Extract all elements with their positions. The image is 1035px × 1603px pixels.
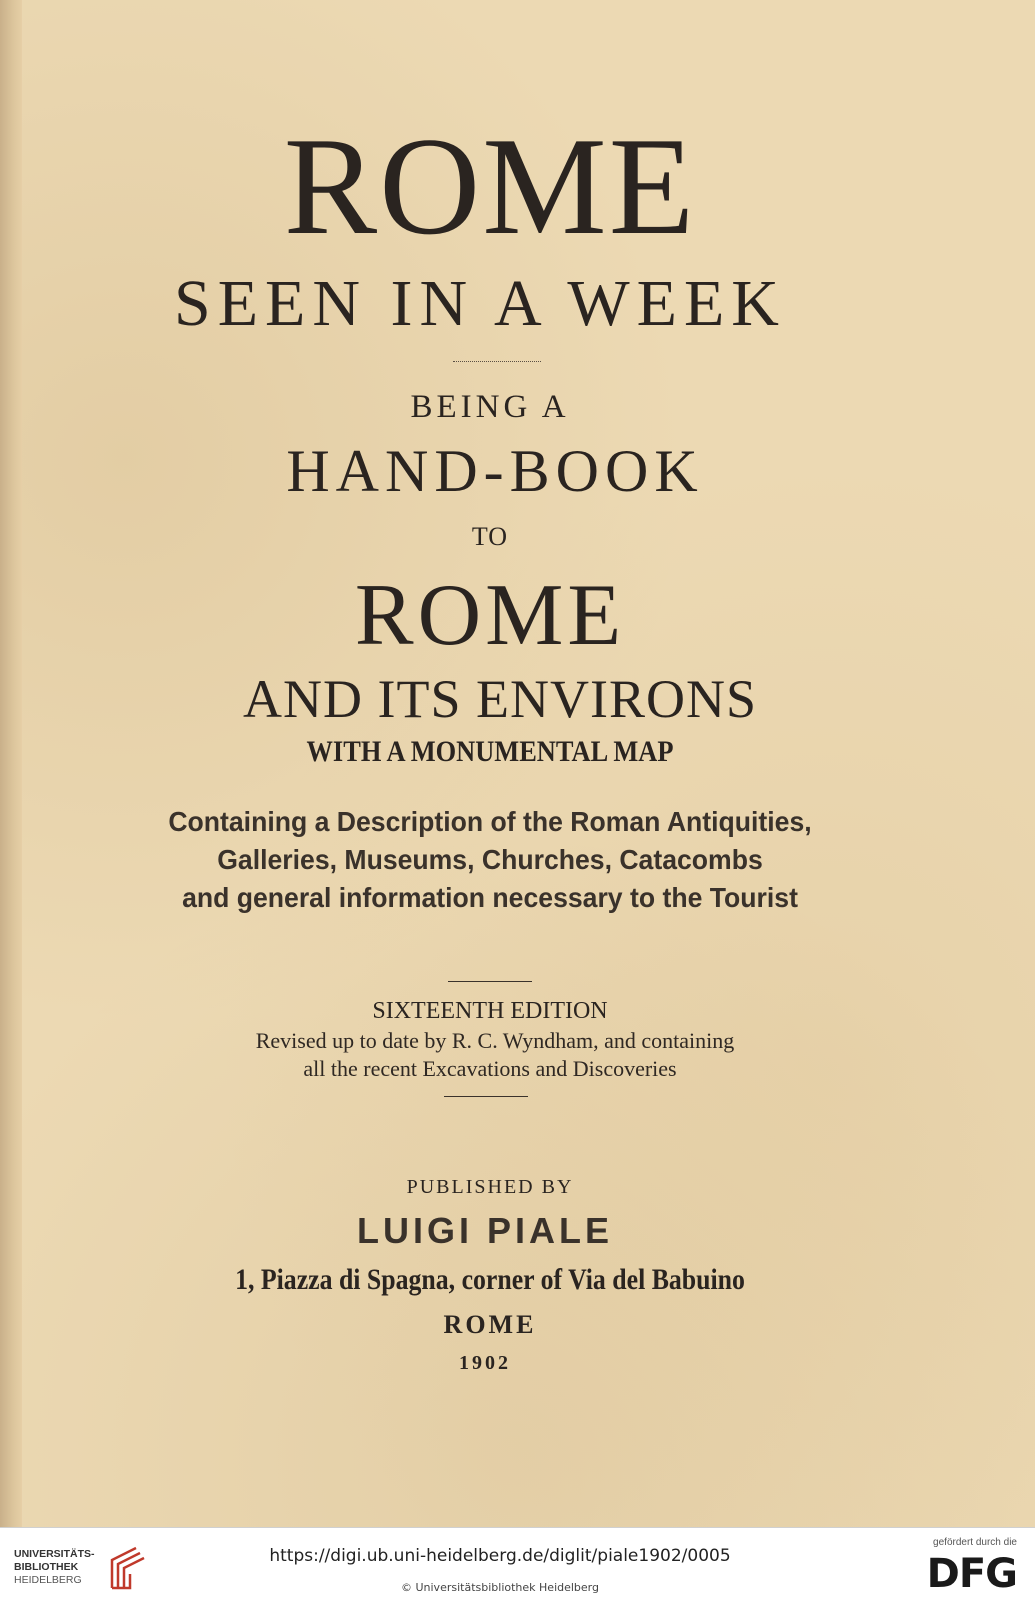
rome-heading: ROME — [354, 567, 626, 664]
description-line-3: and general information necessary to the Tourist — [182, 882, 798, 913]
library-logo-text[interactable] — [14, 1548, 109, 1587]
description-line-2: Galleries, Museums, Churches, Catacombs — [217, 844, 763, 875]
description-line-1: Containing a Description of the Roman Antiquities, — [168, 806, 812, 837]
library-name-line-3: HEIDELBERG — [14, 1574, 82, 1586]
permalink-url[interactable]: https://digi.ub.uni-heidelberg.de/diglit/piale1902/0005 — [269, 1546, 731, 1566]
edition-text: SIXTEENTH EDITION — [372, 998, 608, 1024]
environs-heading: AND ITS ENVIRONS — [243, 669, 757, 729]
revised-line-1: Revised up to date by R. C. Wyndham, and containing — [255, 1028, 735, 1053]
divider-rule-top — [448, 981, 532, 982]
copyright-notice: © Universitätsbibliothek Heidelberg — [400, 1581, 599, 1594]
library-name-line-2: BIBLIOTHEK — [14, 1561, 79, 1573]
hand-book-heading: HAND-BOOK — [286, 438, 704, 504]
monumental-map-line: WITH A MONUMENTAL MAP — [306, 735, 674, 768]
published-by-text: PUBLISHED BY — [406, 1176, 574, 1198]
publisher-name: LUIGI PIALE — [356, 1210, 613, 1251]
being-a-text: BEING A — [410, 389, 570, 425]
subtitle-seen-in-a-week: SEEN IN A WEEK — [174, 267, 786, 340]
to-text: TO — [471, 522, 509, 551]
funding-label: gefördert durch die — [933, 1537, 1017, 1548]
viewer-footer — [0, 1527, 1035, 1603]
publisher-address: 1, Piazza di Spagna, corner of Via del Babuino — [235, 1263, 745, 1296]
imprint-year: 1902 — [459, 1352, 511, 1374]
dfg-logo[interactable]: DFG — [926, 1551, 1017, 1597]
library-name-line-1: UNIVERSITÄTS- — [14, 1548, 95, 1560]
revised-line-2: all the recent Excavations and Discoveries — [303, 1056, 677, 1081]
library-logo-icon[interactable] — [106, 1544, 146, 1592]
imprint-city: ROME — [443, 1310, 537, 1339]
main-title: ROME — [283, 109, 697, 264]
dotted-divider — [453, 361, 541, 362]
divider-rule-bottom — [444, 1096, 528, 1097]
